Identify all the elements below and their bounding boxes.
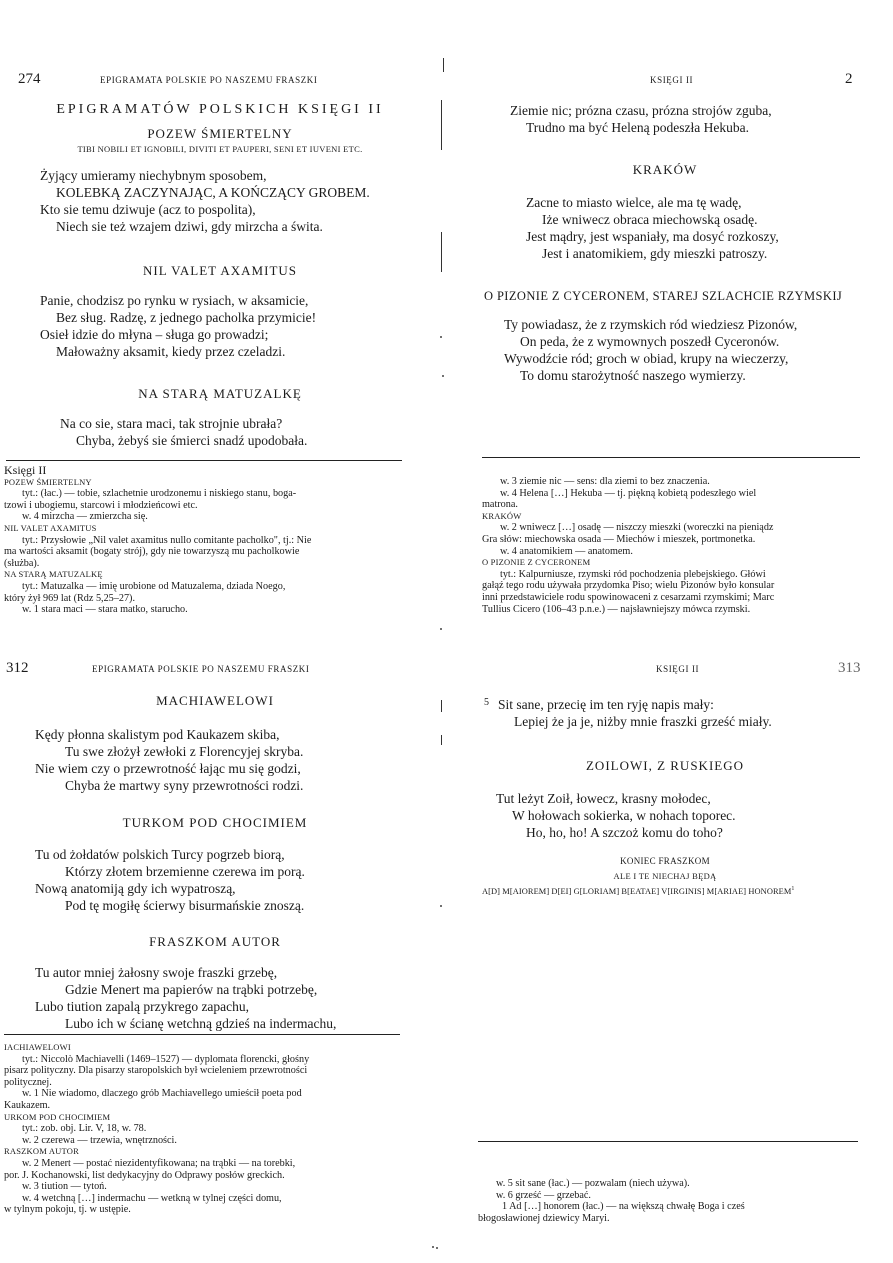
- note-line: w. 4 Helena […] Hekuba — tj. piękną kobietą podeszłego wiel: [500, 487, 757, 499]
- footnote-rule: [482, 457, 860, 458]
- running-head: KSIĘGI II: [656, 664, 700, 674]
- gutter-line: [441, 700, 442, 712]
- verse-line: Kto sie temu dziwuje (acz to pospolita),: [40, 202, 256, 217]
- verse-line: Niech sie też wzajem dziwi, gdy mirzcha a świta.: [56, 219, 323, 234]
- verse-line: Na co sie, stara maci, tak strojnie ubrała?: [60, 416, 283, 431]
- verse-line: Trudno ma być Heleną podeszła Hekuba.: [526, 120, 749, 135]
- verse-line: On peda, że z wymownych poszedł Cyceronów.: [520, 334, 780, 349]
- line-number: 5: [484, 697, 489, 708]
- poem-text: [35, 964, 336, 1032]
- verse-line: Ho, ho, ho! A szczoż komu do toho?: [526, 825, 723, 840]
- footnote-rule: [4, 1034, 400, 1035]
- verse-line: Którzy złotem brzemienne czerewa im porą.: [65, 864, 305, 879]
- note-heading: NA STARĄ MATUZALKĘ: [4, 569, 103, 580]
- poem-text: [504, 316, 797, 384]
- page-number: 2: [845, 71, 853, 87]
- poem-title: FRASZKOM AUTOR: [149, 934, 281, 949]
- footnotes: [482, 476, 860, 615]
- note-line: ma wartości aksamit (bogaty strój), gdy nie towarzyszą mu pacholkowie: [4, 546, 300, 558]
- poem-title: NA STARĄ MATUZALKĘ: [138, 386, 302, 401]
- note-line: w tylnym pokoju, tj. w ustępie.: [4, 1204, 131, 1216]
- page-mark: [436, 1247, 438, 1249]
- note-line: który żył 969 lat (Rdz 5,25–27).: [4, 592, 135, 604]
- poem-text: [35, 726, 303, 794]
- verse-line: Sit sane, przecię im ten ryję napis mały:: [498, 697, 714, 712]
- verse-line: W hołowach sokierka, w nohach toporec.: [512, 808, 736, 823]
- verse-line: Tu swe złożył zewłoki z Florencyjej skryba.: [65, 744, 304, 759]
- verse-line: Lubo tiution zapalą przykrego zapachu,: [35, 999, 250, 1014]
- poem-text: [526, 194, 779, 262]
- note-heading: Księgi II: [4, 463, 47, 477]
- poem-title: MACHIAWELOWI: [156, 693, 274, 708]
- page-number: 274: [18, 71, 41, 87]
- verse-line: Małoważny aksamit, kiedy przez czeladzi.: [56, 344, 286, 359]
- verse-line: Jest mądry, jest wspaniały, ma dosyć rozkoszy,: [526, 229, 779, 244]
- note-line: pisarz polityczny. Dla pisarzy staropolskich był wcieleniem przewrotności: [4, 1065, 308, 1077]
- verse-line: Tu autor mniej żałosny swoje fraszki grzebę,: [35, 965, 278, 980]
- note-line: w. 4 wetchną […] indermachu — wetkną w tylnej części domu,: [22, 1192, 282, 1204]
- gutter-line: [441, 735, 442, 745]
- verse-line: KOLEBKĄ ZACZYNAJĄC, A KOŃCZĄCY GROBEM.: [56, 185, 370, 200]
- note-line: błogosławionej dziewicy Maryi.: [478, 1212, 610, 1224]
- note-line: tyt.: Niccolò Machiavelli (1469–1527) — dyplomata florencki, głośny: [22, 1053, 310, 1065]
- note-line: tyt.: Kalpurniusze, rzymski ród pochodzenia plebejskiego. Główi: [500, 568, 766, 580]
- note-heading: IACHIAWELOWI: [4, 1042, 71, 1052]
- note-line: w. 6 grześć — grzebać.: [496, 1189, 591, 1201]
- note-line: politycznej.: [4, 1076, 52, 1088]
- note-line: 1 Ad […] honorem (łac.) — na większą chwałę Boga i cześ: [502, 1201, 745, 1213]
- note-line: w. 1 stara maci — stara matko, starucho.: [22, 604, 188, 616]
- note-line: gałąź tego rodu używała przydomka Piso; wielu Pizonów było konsular: [482, 580, 775, 592]
- note-line: w. 1 Nie wiadomo, dlaczego grób Machiavellego umieścił poeta pod: [22, 1088, 302, 1100]
- gutter-mark: [440, 905, 442, 907]
- poem-subtitle: TIBI NOBILI ET IGNOBILI, DIVITI ET PAUPERI, SENI ET IUVENI ETC.: [77, 144, 363, 154]
- verse-line: Żyjący umieramy niechybnym sposobem,: [40, 168, 267, 183]
- end-subtitle: ALE I TE NIECHAJ BĘDĄ: [613, 871, 717, 881]
- note-line: inni przedstawiciele rodu spowinowaceni z cesarzami rzymskimi; Marc: [482, 591, 775, 603]
- note-line: w. 2 wniwecz […] osadę — niszczy mieszki (woreczki na pieniądz: [500, 522, 774, 534]
- running-head: EPIGRAMATA POLSKIE PO NASZEMU FRASZKI: [100, 75, 318, 85]
- running-head: KSIĘGI II: [650, 75, 694, 85]
- note-line: w. 2 Menert — postać niezidentyfikowana; na trąbki — na torebki,: [22, 1157, 296, 1169]
- book-title: EPIGRAMATÓW POLSKICH KSIĘGI II: [56, 102, 384, 117]
- poem-text: [40, 292, 316, 360]
- gutter-mark: [440, 336, 442, 338]
- verse-line: Gdzie Menert ma papierów na trąbki potrzebę,: [65, 982, 318, 997]
- note-line: tyt.: zob. obj. Lir. V, 18, w. 78.: [22, 1123, 147, 1135]
- poem-title: TURKOM POD CHOCIMIEM: [122, 815, 308, 830]
- note-line: tzowi i ubogiemu, starcowi i młodzieńcowi etc.: [4, 499, 198, 511]
- note-line: Tullius Cicero (106–43 p.n.e.) — najsławniejszy mówca rzymski.: [482, 603, 751, 615]
- verse-line: Osieł idzie do młyna – sługa go prowadzi;: [40, 327, 269, 342]
- note-line: tyt.: (łac.) — tobie, szlachetnie urodzonemu i niskiego stanu, boga-: [22, 488, 297, 500]
- note-line: w. 3 ziemie nic — sens: dla ziemi to bez znaczenia.: [500, 476, 710, 487]
- running-head: EPIGRAMATA POLSKIE PO NASZEMU FRASZKI: [92, 664, 310, 674]
- verse-line: Jest i anatomikiem, gdy mieszki patroszy.: [542, 246, 768, 261]
- footnotes: [4, 465, 311, 616]
- verse-line: Wywodźcie ród; groch w obiad, krupy na wieczerzy,: [504, 351, 789, 366]
- verse-line: To domu starożytność naszego wymierzy.: [520, 368, 746, 383]
- verse-line: Kędy płonna skalistym pod Kaukazem skiba,: [35, 727, 280, 742]
- verse-line: Zacne to miasto wielce, ale ma tę wadę,: [526, 195, 742, 210]
- verse-line: Tut leżyt Zoił, łowecz, krasny mołodec,: [496, 791, 711, 806]
- verse-line: Ty powiadasz, że z rzymskich ród wiedziesz Pizonów,: [504, 317, 798, 332]
- note-heading: KRAKÓW: [482, 510, 522, 521]
- verse-line: Chyba że martwy syny przewrotności rodzi.: [65, 778, 304, 793]
- verse-line: Bez sług. Radzę, z jednego pacholka przymicie!: [56, 310, 317, 325]
- poem-text: [498, 696, 772, 730]
- note-line: tyt.: Przysłowie „Nil valet axamitus nullo comitante pacholko", tj.: Nie: [22, 534, 312, 546]
- note-line: w. 3 tiution — tytoń.: [22, 1181, 107, 1193]
- footnotes: [478, 1178, 858, 1224]
- poem-title: NIL VALET AXAMITUS: [142, 263, 298, 278]
- note-line: Kaukazem.: [4, 1099, 51, 1111]
- note-line: matrona.: [482, 499, 518, 511]
- verse-line: Iże wniwecz obraca miechowską osadę.: [542, 212, 758, 227]
- note-heading: POZEW ŚMIERTELNY: [4, 476, 92, 487]
- gutter-line: [443, 58, 444, 72]
- note-line: Gra słów: miechowska osada — Miechów i mieszek, portmonetka.: [482, 533, 756, 545]
- gutter-mark: [440, 628, 442, 630]
- note-heading: URKOM POD CHOCIMIEM: [4, 1111, 111, 1122]
- note-line: w. 4 mirzcha — zmierzcha się.: [22, 511, 148, 523]
- verse-line: Tu od żołdatów polskich Turcy pogrzeb biorą,: [35, 847, 285, 862]
- note-line: w. 4 anatomikiem — anatomem.: [500, 545, 633, 557]
- poem-title: POZEW ŚMIERTELNY: [147, 126, 293, 141]
- note-heading: NIL VALET AXAMITUS: [4, 522, 97, 533]
- gutter-line: [441, 232, 442, 272]
- page-number: 312: [6, 660, 29, 676]
- footnote-rule: [478, 1141, 858, 1142]
- verse-line: Pod tę mogiłę ścierwy bisurmańskie znoszą.: [65, 898, 305, 913]
- note-line: w. 2 czerewa — trzewia, wnętrzności.: [22, 1134, 177, 1146]
- poem-text: [496, 790, 736, 841]
- end-dedication: [482, 886, 795, 896]
- verse-line: Nie wiem czy o przewrotność łając mu się godzi,: [35, 761, 301, 776]
- end-title: KONIEC FRASZKOM: [620, 856, 710, 866]
- poem-title: O PIZONIE Z CYCERONEM, STAREJ SZLACHCIE RZYMSKIJ: [484, 289, 843, 303]
- gutter-mark: [442, 375, 444, 377]
- note-line: por. J. Kochanowski, list dedykacyjny do Odprawy posłów greckich.: [4, 1169, 285, 1181]
- verse-line: Nową anatomiją gdy ich wypatroszą,: [35, 881, 236, 896]
- note-heading: RASZKOM AUTOR: [4, 1146, 79, 1157]
- poem-text: [510, 102, 772, 136]
- verse-line: Lepiej że ja je, niżby mnie fraszki grześć miały.: [514, 714, 772, 729]
- note-line: w. 5 sit sane (łac.) — pozwalam (niech używa).: [496, 1178, 690, 1189]
- page-mark: [432, 1246, 434, 1248]
- verse-line: Lubo ich w ścianę wetchną gdzieś na indermachu,: [65, 1016, 337, 1031]
- note-heading: O PIZONIE Z CYCERONEM: [482, 557, 591, 568]
- poem-text: [60, 415, 307, 449]
- poem-title: KRAKÓW: [632, 162, 698, 177]
- footnotes: [4, 1042, 400, 1216]
- gutter-line: [441, 100, 442, 150]
- poem-text: [40, 167, 370, 235]
- footnote-mark: 1: [791, 886, 795, 892]
- dedication-text: A[D] M[AIOREM] D[EI] G[LORIAM] B[EATAE] V[IRGINIS] M[ARIAE] HONOREM: [482, 886, 792, 896]
- note-line: (służba).: [4, 557, 40, 569]
- page-number: 313: [838, 660, 861, 676]
- verse-line: Panie, chodzisz po rynku w rysiach, w aksamicie,: [40, 293, 309, 308]
- verse-line: Chyba, żebyś sie śmierci snadź upodobała.: [76, 433, 308, 448]
- poem-text: [35, 846, 305, 914]
- verse-line: Ziemie nic; prózna czasu, prózna strojów zguba,: [510, 103, 772, 118]
- note-line: tyt.: Matuzalka — imię urobione od Matuzalema, dziada Noego,: [22, 580, 286, 592]
- footnote-rule: [6, 460, 402, 461]
- poem-title: ZOILOWI, Z RUSKIEGO: [585, 758, 744, 773]
